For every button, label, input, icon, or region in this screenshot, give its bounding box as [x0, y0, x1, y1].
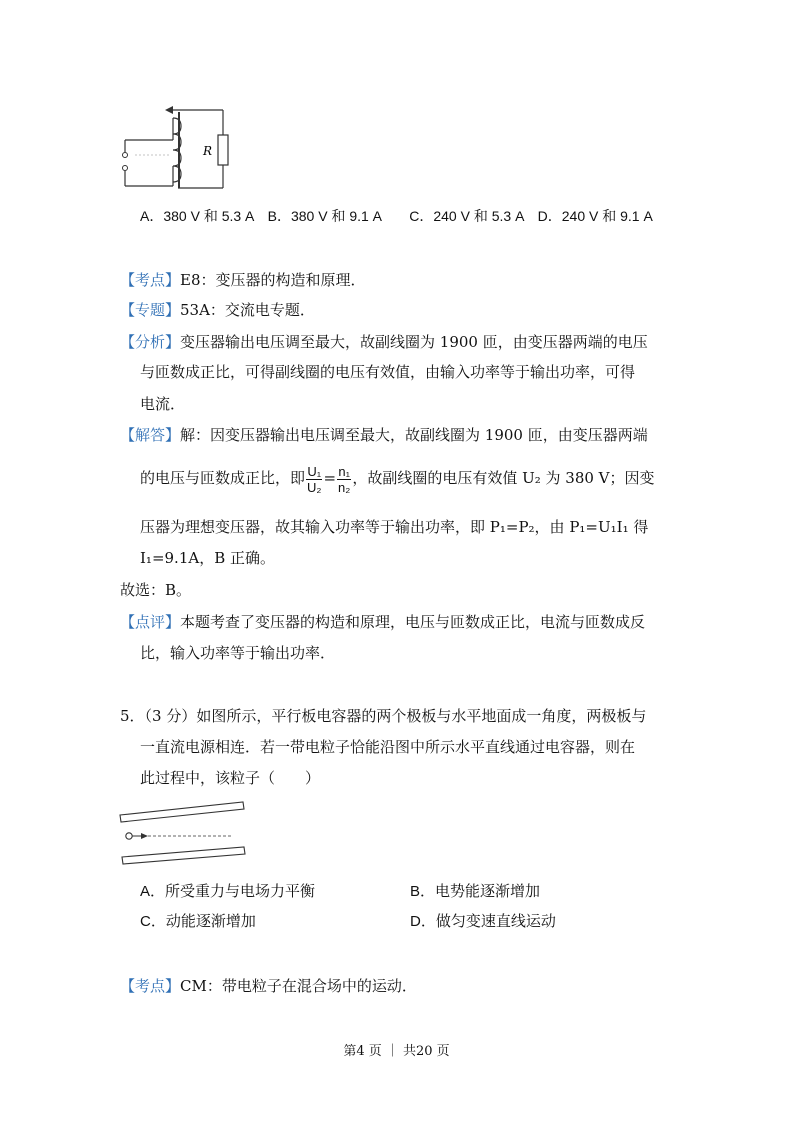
- q4-kaodian: [120, 270, 366, 290]
- dianping-tag: 【点评】: [120, 613, 181, 631]
- q5-stem-line1: 5．（3 分）如图所示，平行板电容器的两个极板与水平地面成一角度，两极板与: [120, 707, 647, 725]
- jieda-line1: 解：因变压器输出电压调至最大，故副线圈为 1900 匝，由变压器两端: [180, 426, 648, 444]
- resistor-label: R: [203, 144, 213, 158]
- q4-fenxi: [120, 332, 648, 352]
- dianping-line2: 比，输入功率等于输出功率．: [140, 644, 336, 662]
- q5-option-a: A．所受重力与电场力平衡: [140, 883, 316, 900]
- jieda-tag: 【解答】: [120, 426, 181, 444]
- page-footer: 第4 页 ｜ 共20 页: [343, 1044, 450, 1059]
- q4-options: A．380 V 和 5.3 A B．380 V 和 9.1 A C．240 V 和 5.3 A D．240 V 和 9.1 A: [140, 208, 653, 224]
- kaodian-text: E8：变压器的构造和原理．: [180, 271, 366, 289]
- q4-dianping: [120, 612, 645, 632]
- jieda-line2-pre: 的电压与匝数成正比，即: [140, 469, 306, 487]
- frac-n-den: n₂: [338, 479, 351, 495]
- q4-jieda: [120, 425, 648, 445]
- dianping-line1: 本题考查了变压器的构造和原理，电压与匝数成正比，电流与匝数成反: [180, 613, 646, 631]
- q5-kaodian-tag: 【考点】: [120, 977, 181, 995]
- zhuanti-tag: 【专题】: [120, 301, 181, 319]
- jieda-line2: [140, 458, 655, 498]
- q5-kaodian-text: CM：带电粒子在混合场中的运动．: [180, 977, 417, 995]
- frac-n-num: n₁: [338, 463, 350, 479]
- q5-option-d: D．做匀变速直线运动: [410, 913, 556, 930]
- q5-stem-line3: 此过程中，该粒子（ ）: [140, 769, 321, 787]
- frac-u-num: U₁: [307, 463, 322, 479]
- fenxi-line1: 变压器输出电压调至最大，故副线圈为 1900 匝，由变压器两端的电压: [180, 333, 648, 351]
- equals-sign: =: [323, 469, 337, 487]
- kaodian-tag: 【考点】: [120, 271, 181, 289]
- capacitor-diagram: [118, 795, 250, 870]
- q5-option-c: C．动能逐渐增加: [140, 913, 256, 930]
- fraction-n: [337, 464, 351, 495]
- transformer-diagram: [115, 100, 240, 192]
- fenxi-tag: 【分析】: [120, 333, 181, 351]
- jieda-line3: 压器为理想变压器，故其输入功率等于输出功率，即 P₁=P₂，由 P₁=U₁I₁ 得: [140, 518, 649, 536]
- jieda-line2-post: ，故副线圈的电压有效值 U₂ 为 380 V；因变: [352, 469, 655, 487]
- zhuanti-text: 53A：交流电专题．: [180, 301, 315, 319]
- fenxi-line3: 电流．: [140, 395, 186, 413]
- q4-zhuanti: [120, 300, 315, 320]
- fraction-u: [306, 464, 322, 495]
- jieda-line4: I₁=9.1A，B 正确。: [140, 549, 275, 567]
- q5-kaodian: [120, 976, 417, 996]
- q5-option-b: B．电势能逐渐增加: [410, 883, 541, 900]
- guxuan: 故选：B。: [120, 581, 192, 599]
- q5-stem-line2: 一直流电源相连．若一带电粒子恰能沿图中所示水平直线通过电容器，则在: [140, 738, 636, 756]
- frac-u-den: U₂: [307, 479, 322, 495]
- fenxi-line2: 与匝数成正比，可得副线圈的电压有效值，由输入功率等于输出功率，可得: [140, 363, 636, 381]
